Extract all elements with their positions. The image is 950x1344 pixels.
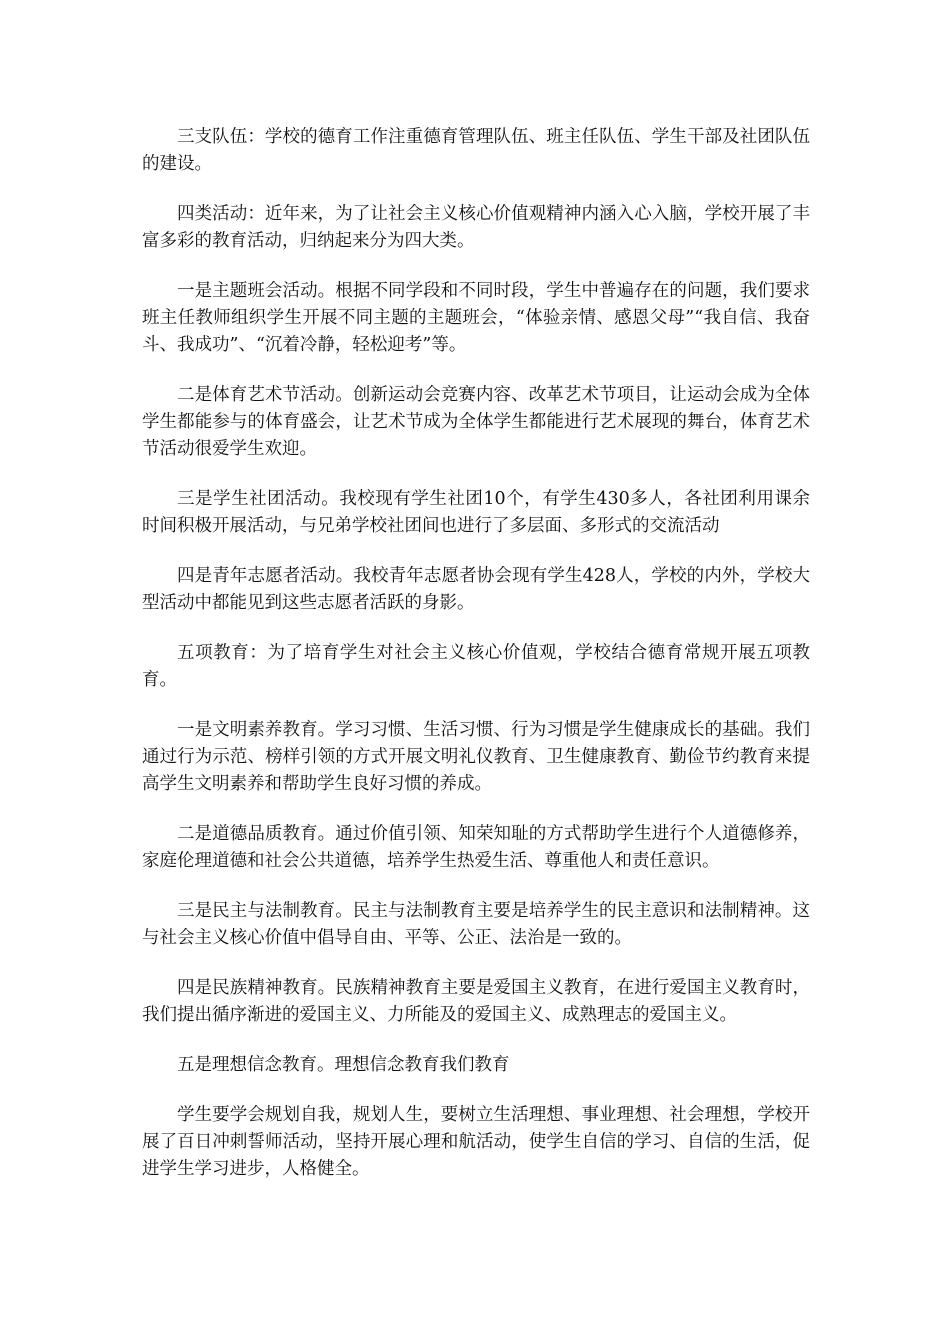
paragraph-5: 三是学生社团活动。我校现有学生社团10个，有学生430多人，各社团利用课余时间积极开展活动，与兄弟学校社团间也进行了多层面、多形式的交流活动 — [142, 489, 810, 536]
paragraph-4: 二是体育艺术节活动。创新运动会竞赛内容、改革艺术节项目，让运动会成为全体学生都能参与的体育盛会，让艺术节成为全体学生都能进行艺术展现的舞台，体育艺术节活动很爱学生欢迎。 — [142, 385, 810, 459]
document-body — [142, 124, 810, 1206]
paragraph-6: 四是青年志愿者活动。我校青年志愿者协会现有学生428人，学校的内外，学校大型活动中都能见到这些志愿者活跃的身影。 — [142, 566, 810, 613]
paragraph-9: 二是道德品质教育。通过价值引领、知荣知耻的方式帮助学生进行个人道德修养，家庭伦理道德和社会公共道德，培养学生热爱生活、尊重他人和责任意识。 — [142, 824, 810, 871]
paragraph-3: 一是主题班会活动。根据不同学段和不同时段，学生中普遍存在的问题，我们要求班主任教师组织学生开展不同主题的主题班会，“体验亲情、感恩父母”“我自信、我奋斗、我成功”、“沉着冷静，轻松迎考”等。 — [142, 281, 810, 355]
paragraph-10: 三是民主与法制教育。民主与法制教育主要是培养学生的民主意识和法制精神。这与社会主义核心价值中倡导自由、平等、公正、法治是一致的。 — [142, 901, 810, 948]
paragraph-2: 四类活动：近年来，为了让社会主义核心价值观精神内涵入心入脑，学校开展了丰富多彩的教育活动，归纳起来分为四大类。 — [142, 204, 810, 251]
paragraph-8: 一是文明素养教育。学习习惯、生活习惯、行为习惯是学生健康成长的基础。我们通过行为示范、榜样引领的方式开展文明礼仪教育、卫生健康教育、勤俭节约教育来提高学生文明素养和帮助学生良好习惯的养成。 — [142, 720, 810, 794]
paragraph-1: 三支队伍：学校的德育工作注重德育管理队伍、班主任队伍、学生干部及社团队伍的建设。 — [142, 127, 810, 174]
paragraph-12: 五是理想信念教育。理想信念教育我们教育 — [177, 1055, 510, 1075]
paragraph-7: 五项教育：为了培育学生对社会主义核心价值观，学校结合德育常规开展五项教育。 — [142, 643, 810, 690]
paragraph-11: 四是民族精神教育。民族精神教育主要是爱国主义教育，在进行爱国主义教育时，我们提出循序渐进的爱国主义、力所能及的爱国主义、成熟理志的爱国主义。 — [142, 978, 810, 1025]
paragraph-13: 学生要学会规划自我，规划人生，要树立生活理想、事业理想、社会理想，学校开展了百日冲刺誓师活动，坚持开展心理和航活动，使学生自信的学习、自信的生活，促进学生学习进步，人格健全。 — [142, 1105, 810, 1179]
